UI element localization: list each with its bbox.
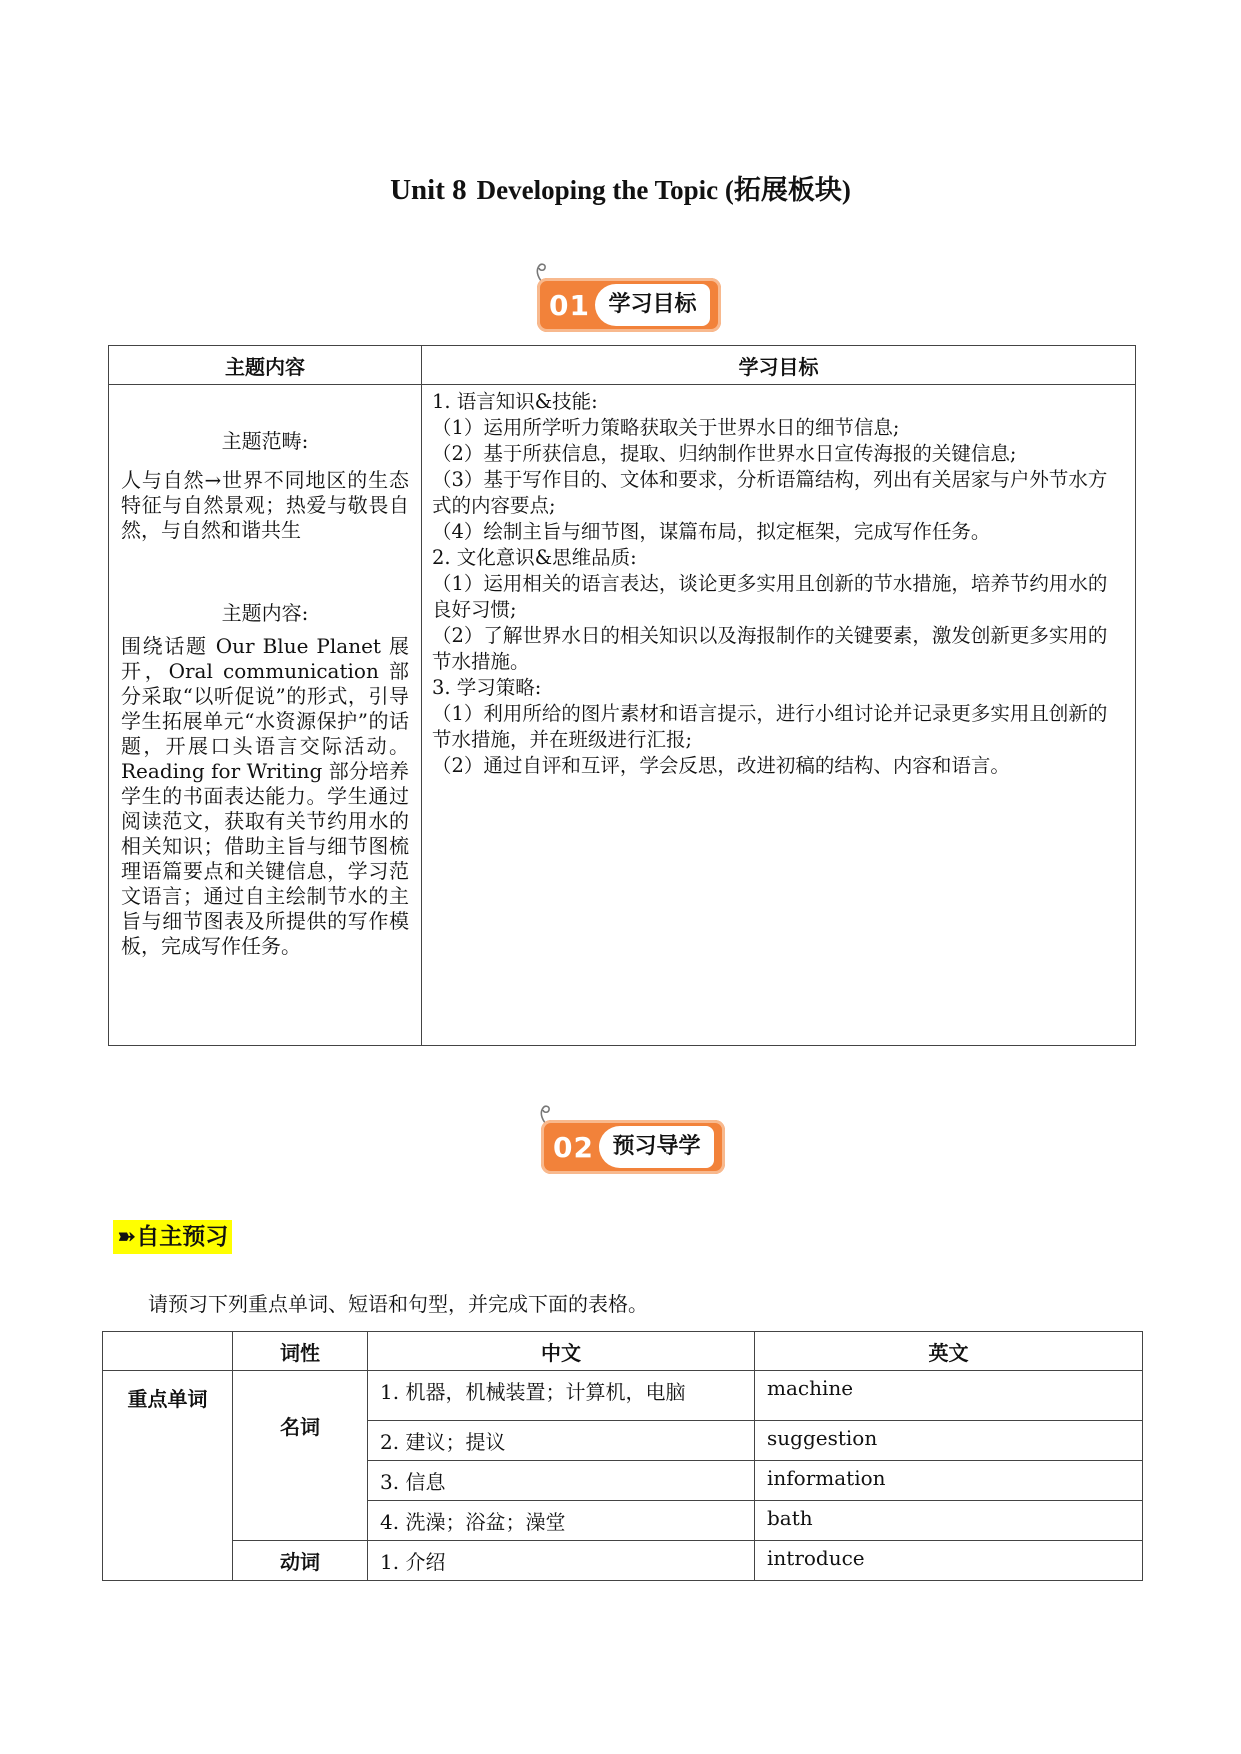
goals-cell — [422, 385, 1136, 1046]
badge-label: 学习目标 — [595, 284, 710, 326]
badge-number: 02 — [553, 1131, 594, 1164]
goal-line: 2. 文化意识&思维品质: — [432, 546, 637, 569]
topic-content-text: 围绕话题 Our Blue Planet 展开，Oral communication 部分采取“以听促说”的形式，引导学生拓展单元“水资源保护”的话题，开展口头语言交际活动。Reading for Writing 部分培养学生的书面表达能力。学生通过阅读范文，获取有关节约用水的相关知识；借助主旨与细节图梳理语篇要点和关键信息，学习范文语言；通过自主绘制节水的主旨与细节图表及所提供的写作模板，完成写作任务。 — [121, 634, 409, 958]
vocab-table — [102, 1331, 1143, 1581]
category-cell: 重点单词 — [103, 1371, 233, 1581]
page-title — [0, 168, 1241, 207]
title-text: Developing the Topic (拓展板块) — [476, 175, 851, 205]
title-unit: Unit 8 — [390, 174, 467, 206]
goal-line: 1. 语言知识&技能: — [432, 390, 598, 413]
instruction-text: 请预习下列重点单词、短语和句型，并完成下面的表格。 — [148, 1292, 648, 1316]
vocab-en: suggestion — [755, 1421, 1143, 1461]
header-chinese: 中文 — [368, 1332, 755, 1371]
vocab-en: introduce — [755, 1541, 1143, 1581]
header-part-of-speech: 词性 — [233, 1332, 368, 1371]
double-arrow-icon: ➽ — [117, 1224, 137, 1250]
vocab-en: bath — [755, 1501, 1143, 1541]
header-topic-content: 主题内容 — [109, 346, 422, 385]
goal-line: （1）利用所给的图片素材和语言提示，进行小组讨论并记录更多实用且创新的节水措施，并在班级进行汇报; — [432, 702, 1108, 751]
header-blank — [103, 1332, 233, 1371]
pos-verb-cell: 动词 — [233, 1541, 368, 1581]
header-english: 英文 — [755, 1332, 1143, 1371]
vocab-zh: 1. 机器，机械装置；计算机，电脑 — [368, 1371, 755, 1421]
topic-cell — [109, 385, 422, 1046]
vocab-en: machine — [755, 1371, 1143, 1421]
header-learning-goals: 学习目标 — [422, 346, 1136, 385]
topic-content-label: 主题内容: — [221, 601, 309, 625]
section-badge-objectives — [533, 262, 723, 334]
badge-number: 01 — [549, 289, 590, 322]
vocab-zh: 3. 信息 — [368, 1461, 755, 1501]
goal-line: 3. 学习策略: — [432, 676, 542, 699]
section-badge-preview — [537, 1104, 727, 1176]
vocab-zh: 4. 洗澡；浴盆；澡堂 — [368, 1501, 755, 1541]
goal-line: （2）了解世界水日的相关知识以及海报制作的关键要素，激发创新更多实用的节水措施。 — [432, 624, 1108, 673]
goal-line: （1）运用所学听力策略获取关于世界水日的细节信息; — [432, 416, 900, 439]
objectives-table — [108, 345, 1136, 1046]
vocab-zh: 1. 介绍 — [368, 1541, 755, 1581]
self-study-heading — [113, 1220, 232, 1254]
goal-line: （4）绘制主旨与细节图，谋篇布局，拟定框架，完成写作任务。 — [432, 520, 991, 543]
goal-line: （1）运用相关的语言表达，谈论更多实用且创新的节水措施，培养节约用水的良好习惯; — [432, 572, 1108, 621]
pos-noun-cell: 名词 — [233, 1371, 368, 1541]
vocab-zh: 2. 建议；提议 — [368, 1421, 755, 1461]
topic-area-label: 主题范畴: — [221, 429, 309, 453]
badge-label: 预习导学 — [599, 1126, 714, 1168]
goal-line: （2）基于所获信息，提取、归纳制作世界水日宣传海报的关键信息; — [432, 442, 1017, 465]
goal-line: （3）基于写作目的、文体和要求，分析语篇结构，列出有关居家与户外节水方式的内容要点; — [432, 468, 1108, 517]
self-study-label: 自主预习 — [136, 1224, 229, 1250]
topic-area-text: 人与自然→世界不同地区的生态特征与自然景观；热爱与敬畏自然，与自然和谐共生 — [121, 468, 409, 542]
goal-line: （2）通过自评和互评，学会反思，改进初稿的结构、内容和语言。 — [432, 754, 1010, 777]
vocab-en: information — [755, 1461, 1143, 1501]
